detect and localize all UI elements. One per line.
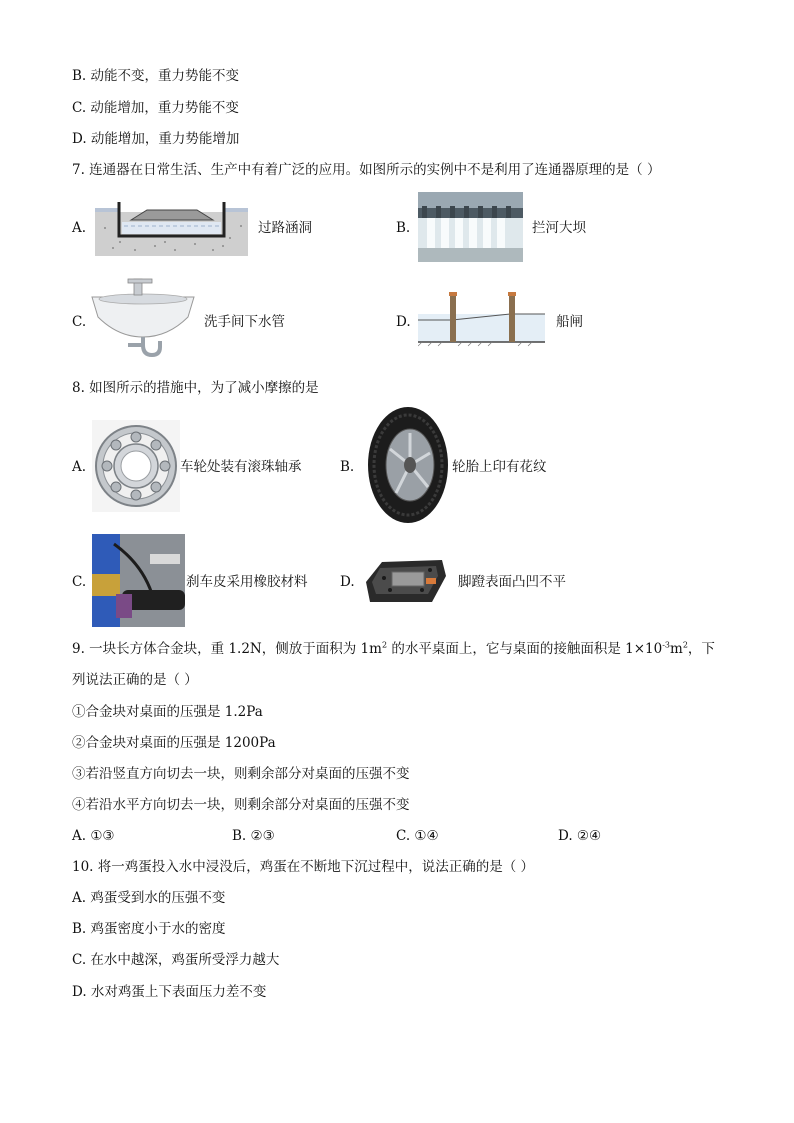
q9-stem-line-1 xyxy=(72,640,715,658)
q9-option-d: D. ②④ xyxy=(558,828,602,844)
q6-option-c: C. 动能增加，重力势能不变 xyxy=(72,100,239,116)
q8-d-letter: D. xyxy=(340,574,355,590)
q6-option-b: B. 动能不变，重力势能不变 xyxy=(72,68,240,84)
q10-option-c: C. 在水中越深，鸡蛋所受浮力越大 xyxy=(72,952,280,968)
q7-a-letter: A. xyxy=(72,220,87,236)
q8-b-letter: B. xyxy=(340,459,355,475)
q7-b-label: 拦河大坝 xyxy=(532,220,586,236)
q9-superscript-2b: 2 xyxy=(682,640,688,650)
brake-pad-photo xyxy=(92,534,185,627)
q7-stem: 7. 连通器在日常生活、生产中有着广泛的应用。如图所示的实例中不是利用了连通器原理的是（ ） xyxy=(72,162,661,178)
q7-d-letter: D. xyxy=(396,314,411,330)
sink-image xyxy=(88,275,198,365)
q9-statement-3: ③若沿竖直方向切去一块，则剩余部分对桌面的压强不变 xyxy=(72,766,410,782)
q9-stem-part-2: 的水平桌面上，它与桌面的接触面积是 1×10 xyxy=(387,641,663,657)
ship-lock-image xyxy=(418,288,545,348)
q9-superscript-2: 2 xyxy=(381,640,388,650)
q9-stem-part-1: 9. 一块长方体合金块，重 1.2N，侧放于面积为 1m xyxy=(72,641,382,657)
q7-d-label: 船闸 xyxy=(556,314,583,330)
q7-c-letter: C. xyxy=(72,314,87,330)
tire-photo xyxy=(366,405,450,525)
q9-statement-2: ②合金块对桌面的压强是 1200Pa xyxy=(72,735,276,751)
q9-superscript-minus3: -3 xyxy=(662,640,670,650)
q9-stem-part-4: ，下 xyxy=(687,641,715,657)
q9-option-c: C. ①④ xyxy=(396,828,439,844)
q8-a-label: 车轮处装有滚珠轴承 xyxy=(180,459,302,475)
q9-statement-1: ①合金块对桌面的压强是 1.2Pa xyxy=(72,704,263,720)
q10-option-d: D. 水对鸡蛋上下表面压力差不变 xyxy=(72,984,267,1000)
q10-option-a: A. 鸡蛋受到水的压强不变 xyxy=(72,890,226,906)
dam-photo xyxy=(418,192,523,262)
q7-a-label: 过路涵洞 xyxy=(258,220,312,236)
q8-c-letter: C. xyxy=(72,574,87,590)
q8-stem: 8. 如图所示的措施中，为了减小摩擦的是 xyxy=(72,380,319,396)
q9-option-a: A. ①③ xyxy=(72,828,115,844)
q9-option-b: B. ②③ xyxy=(232,828,275,844)
q8-a-letter: A. xyxy=(72,459,87,475)
q6-option-d: D. 动能增加，重力势能增加 xyxy=(72,131,240,147)
q9-stem-line-2: 列说法正确的是（ ） xyxy=(72,672,198,688)
q7-c-label: 洗手间下水管 xyxy=(204,314,285,330)
culvert-image xyxy=(95,198,248,256)
q8-d-label: 脚蹬表面凸凹不平 xyxy=(458,574,566,590)
q10-option-b: B. 鸡蛋密度小于水的密度 xyxy=(72,921,226,937)
q9-stem-part-3: m xyxy=(670,641,683,657)
q9-statement-4: ④若沿水平方向切去一块，则剩余部分对桌面的压强不变 xyxy=(72,797,410,813)
q10-stem: 10. 将一鸡蛋投入水中浸没后，鸡蛋在不断地下沉过程中，说法正确的是（ ） xyxy=(72,859,535,875)
pedal-photo xyxy=(362,550,448,610)
q7-b-letter: B. xyxy=(396,220,411,236)
q8-c-label: 刹车皮采用橡胶材料 xyxy=(186,574,308,590)
q8-b-label: 轮胎上印有花纹 xyxy=(452,459,547,475)
ball-bearing-photo xyxy=(92,420,180,512)
